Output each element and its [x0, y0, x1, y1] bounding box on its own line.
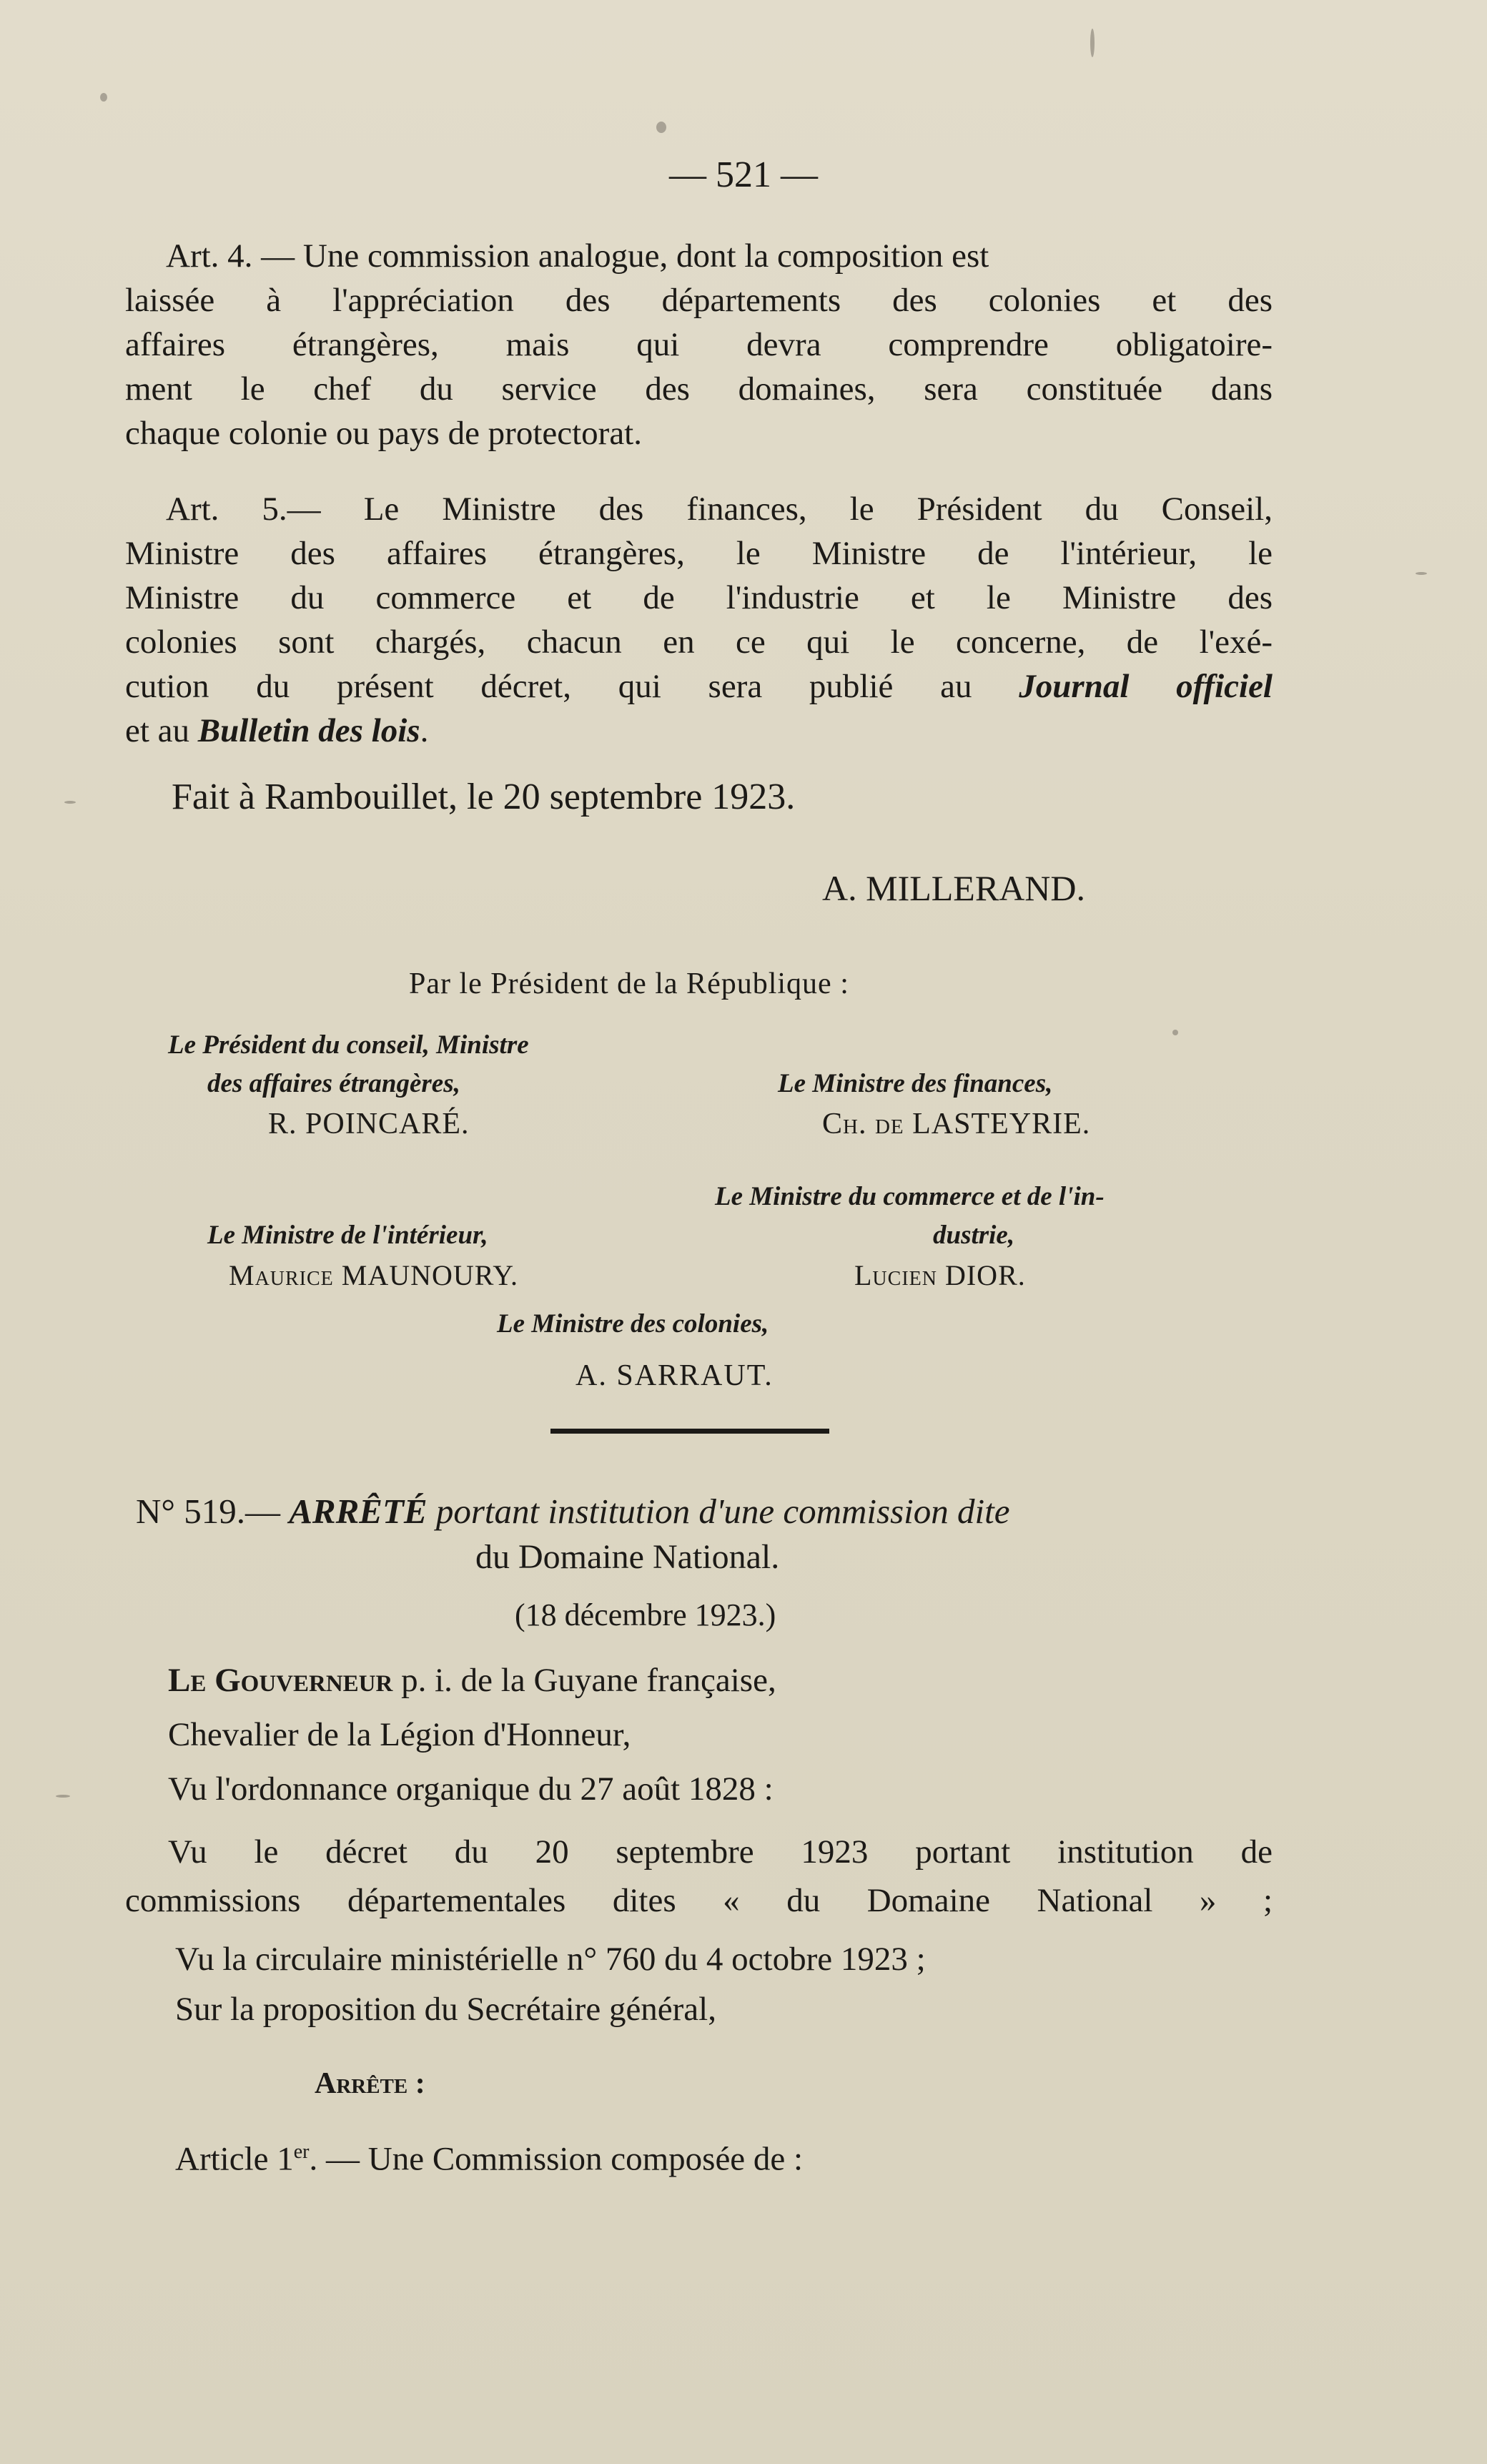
preamble-chevalier: Chevalier de la Légion d'Honneur,	[168, 1716, 631, 1753]
preamble-vu-circulaire: Vu la circulaire ministérielle n° 760 du 4 octobre 1923 ;	[175, 1941, 926, 1978]
commerce-title-1: Le Ministre du commerce et de l'in-	[715, 1182, 1105, 1211]
art4-line-1	[166, 235, 1273, 277]
par-le-president: Par le Président de la République :	[409, 967, 849, 1000]
poincare-title-1: Le Président du conseil, Ministre	[168, 1030, 529, 1060]
arrete-heading-line-2: du Domaine National.	[475, 1538, 780, 1576]
colonies-name: A. SARRAUT.	[575, 1359, 774, 1392]
gouverneur-rest: p. i. de la Guyane française,	[401, 1662, 776, 1699]
art5-line-2: Ministre des affaires étrangères, le Ministre de l'intérieur, le	[125, 535, 1273, 572]
interieur-name: Maurice MAUNOURY.	[229, 1259, 518, 1291]
art5-line-5	[125, 665, 1273, 708]
finances-title: Le Ministre des finances,	[778, 1069, 1053, 1098]
preamble-vu-decret-1: Vu le décret du 20 septembre 1923 portant institution de	[168, 1833, 1273, 1871]
preamble-vu-ordonnance: Vu l'ordonnance organique du 27 août 1828 :	[168, 1770, 774, 1808]
article-1-label: Article 1	[175, 2140, 294, 2178]
poincare-title-2: des affaires étrangères,	[207, 1069, 460, 1098]
paper-speck	[56, 1795, 70, 1798]
section-divider	[550, 1429, 829, 1434]
arrete-number: N° 519.—	[136, 1492, 280, 1531]
art5-line-6-start: et au	[125, 712, 198, 749]
art4-text: — Une commission analogue, dont la composition est	[252, 237, 989, 275]
page-number: — 521 —	[669, 154, 818, 195]
art5-line-6-end: .	[420, 712, 429, 749]
preamble-sur-proposition: Sur la proposition du Secrétaire général,	[175, 1991, 716, 2028]
article-1-sup: er	[293, 2141, 310, 2163]
art5-line-1: Art. 5.— Le Ministre des finances, le Président du Conseil,	[166, 491, 1273, 528]
finances-name: Ch. de LASTEYRIE.	[822, 1108, 1091, 1140]
art4-line-4: ment le chef du service des domaines, sera constituée dans	[125, 370, 1273, 408]
art5-line-6	[125, 709, 428, 752]
arrete-heading-line-1	[136, 1491, 1009, 1532]
arrete-title-bold: ARRÊTÉ	[289, 1492, 428, 1531]
poincare-name: R. POINCARÉ.	[268, 1108, 470, 1140]
paper-speck	[1416, 572, 1427, 575]
arrete-word: Arrête :	[315, 2067, 425, 2100]
art4-line-3: affaires étrangères, mais qui devra comprendre obligatoire-	[125, 326, 1273, 363]
article-1-text: . — Une Commission composée de :	[309, 2140, 804, 2178]
art5-line-3: Ministre du commerce et de l'industrie et le Ministre des	[125, 579, 1273, 616]
paper-speck	[100, 93, 107, 102]
commerce-title-2: dustrie,	[933, 1221, 1015, 1250]
bulletin-des-lois: Bulletin des lois	[197, 712, 420, 749]
fait-a-rambouillet: Fait à Rambouillet, le 20 septembre 1923.	[172, 777, 796, 817]
interieur-title: Le Ministre de l'intérieur,	[207, 1221, 488, 1250]
arrete-title-rest: portant institution d'une commission dite	[435, 1492, 1010, 1531]
arrete-date: (18 décembre 1923.)	[515, 1597, 776, 1632]
colonies-title: Le Ministre des colonies,	[497, 1309, 769, 1339]
art4-label: Art. 4.	[166, 237, 253, 275]
paper-speck	[64, 801, 76, 804]
journal-officiel: Journal officiel	[1019, 668, 1273, 705]
commerce-name: Lucien DIOR.	[854, 1259, 1026, 1291]
art5-line-5-text: cution du présent décret, qui sera publié au	[125, 668, 972, 705]
art5-line-4: colonies sont chargés, chacun en ce qui le concerne, de l'exé-	[125, 624, 1273, 661]
paper-speck	[1090, 29, 1095, 57]
art4-line-2: laissée à l'appréciation des départements des colonies et des	[125, 282, 1273, 319]
art4-line-5: chaque colonie ou pays de protectorat.	[125, 415, 642, 452]
preamble-vu-decret-2: commissions départementales dites « du Domaine National » ;	[125, 1882, 1273, 1919]
paper-speck	[1172, 1030, 1178, 1035]
article-1	[175, 2131, 803, 2181]
preamble-gouverneur	[168, 1659, 776, 1702]
gouverneur-label: Le Gouverneur	[168, 1662, 393, 1699]
paper-speck	[656, 122, 666, 133]
signer-millerand: A. MILLERAND.	[822, 868, 1086, 908]
